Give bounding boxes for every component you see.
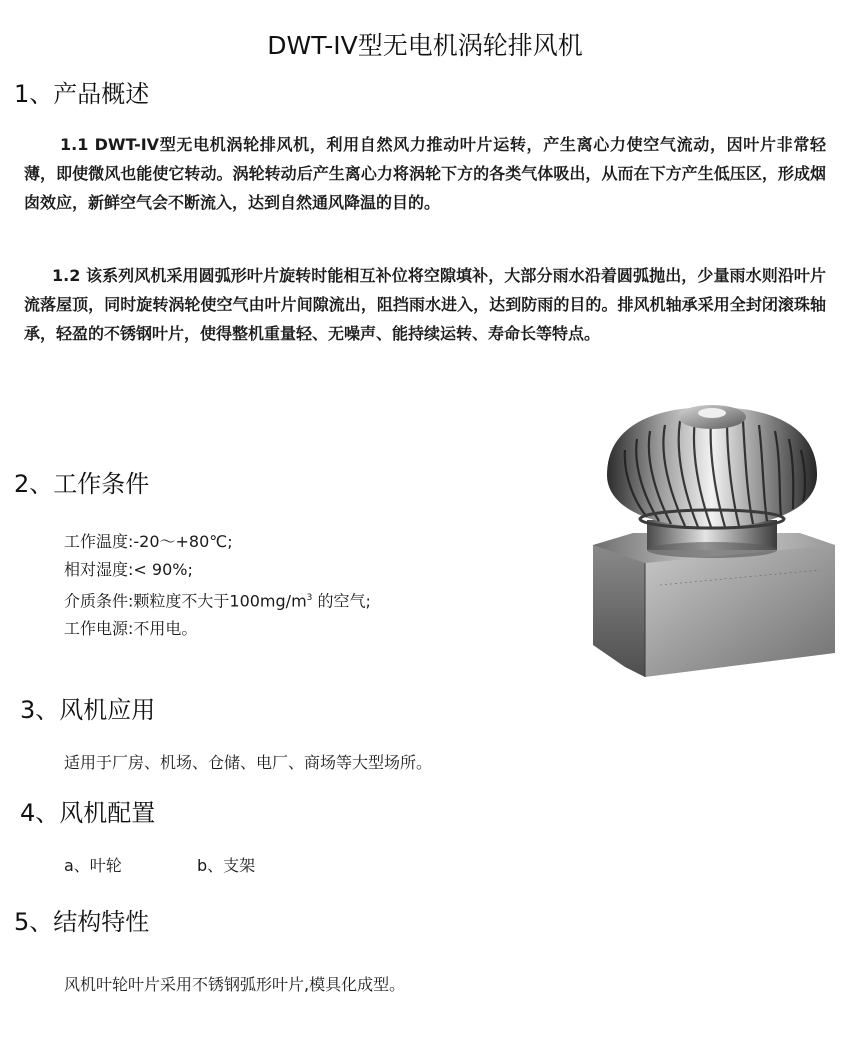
section-conditions-heading: 2、工作条件 (14, 470, 150, 498)
conditions-list (64, 528, 371, 643)
structure-text: 风机叶轮叶片采用不锈钢弧形叶片,模具化成型。 (64, 975, 406, 994)
section-structure-heading: 5、结构特性 (14, 908, 150, 936)
section-configuration-heading: 4、风机配置 (20, 799, 156, 827)
condition-medium-prefix: 介质条件:颗粒度不大于100mg/m (64, 591, 307, 611)
condition-power: 工作电源:不用电。 (64, 619, 198, 639)
condition-humidity: 相对湿度:< 90%; (64, 560, 193, 579)
condition-temperature: 工作温度:-20～+80℃; (64, 532, 233, 551)
condition-medium-suffix: 的空气; (312, 591, 371, 611)
section-overview-heading: 1、产品概述 (14, 80, 150, 108)
overview-paragraph-2: 1.2 该系列风机采用圆弧形叶片旋转时能相互补位将空隙填补，大部分雨水沿着圆弧抛出，少量雨水则沿叶片流落屋顶，同时旋转涡轮使空气由叶片间隙流出，阻挡雨水进入，达到防雨的目的。排风机轴承采用全封闭滚珠轴承，轻盈的不锈钢叶片，使得整机重量轻、无噪声、能持续运转、寿命长等特点。 (24, 266, 826, 343)
configuration-item-a: a、叶轮 (64, 856, 122, 875)
configuration-item-b: b、支架 (197, 856, 256, 875)
base-right-face (645, 545, 835, 677)
application-text: 适用于厂房、机场、仓储、电厂、商场等大型场所。 (64, 753, 433, 772)
turbine-ventilator-photo (585, 395, 840, 685)
condition-medium (64, 584, 371, 615)
condition-medium-superscript: 3 (306, 593, 313, 603)
base-left-face (593, 545, 645, 677)
section-application-heading: 3、风机应用 (20, 696, 156, 724)
document-title: DWT-IV型无电机涡轮排风机 (267, 31, 583, 60)
overview-paragraph-1: 1.1 DWT-IV型无电机涡轮排风机，利用自然风力推动叶片运转，产生离心力使空气流动，因叶片非常轻薄，即使微风也能使它转动。涡轮转动后产生离心力将涡轮下方的各类气体吸出，从而在下方产生低压区，形成烟囱效应，新鲜空气会不断流入，达到自然通风降温的目的。 (24, 135, 826, 212)
